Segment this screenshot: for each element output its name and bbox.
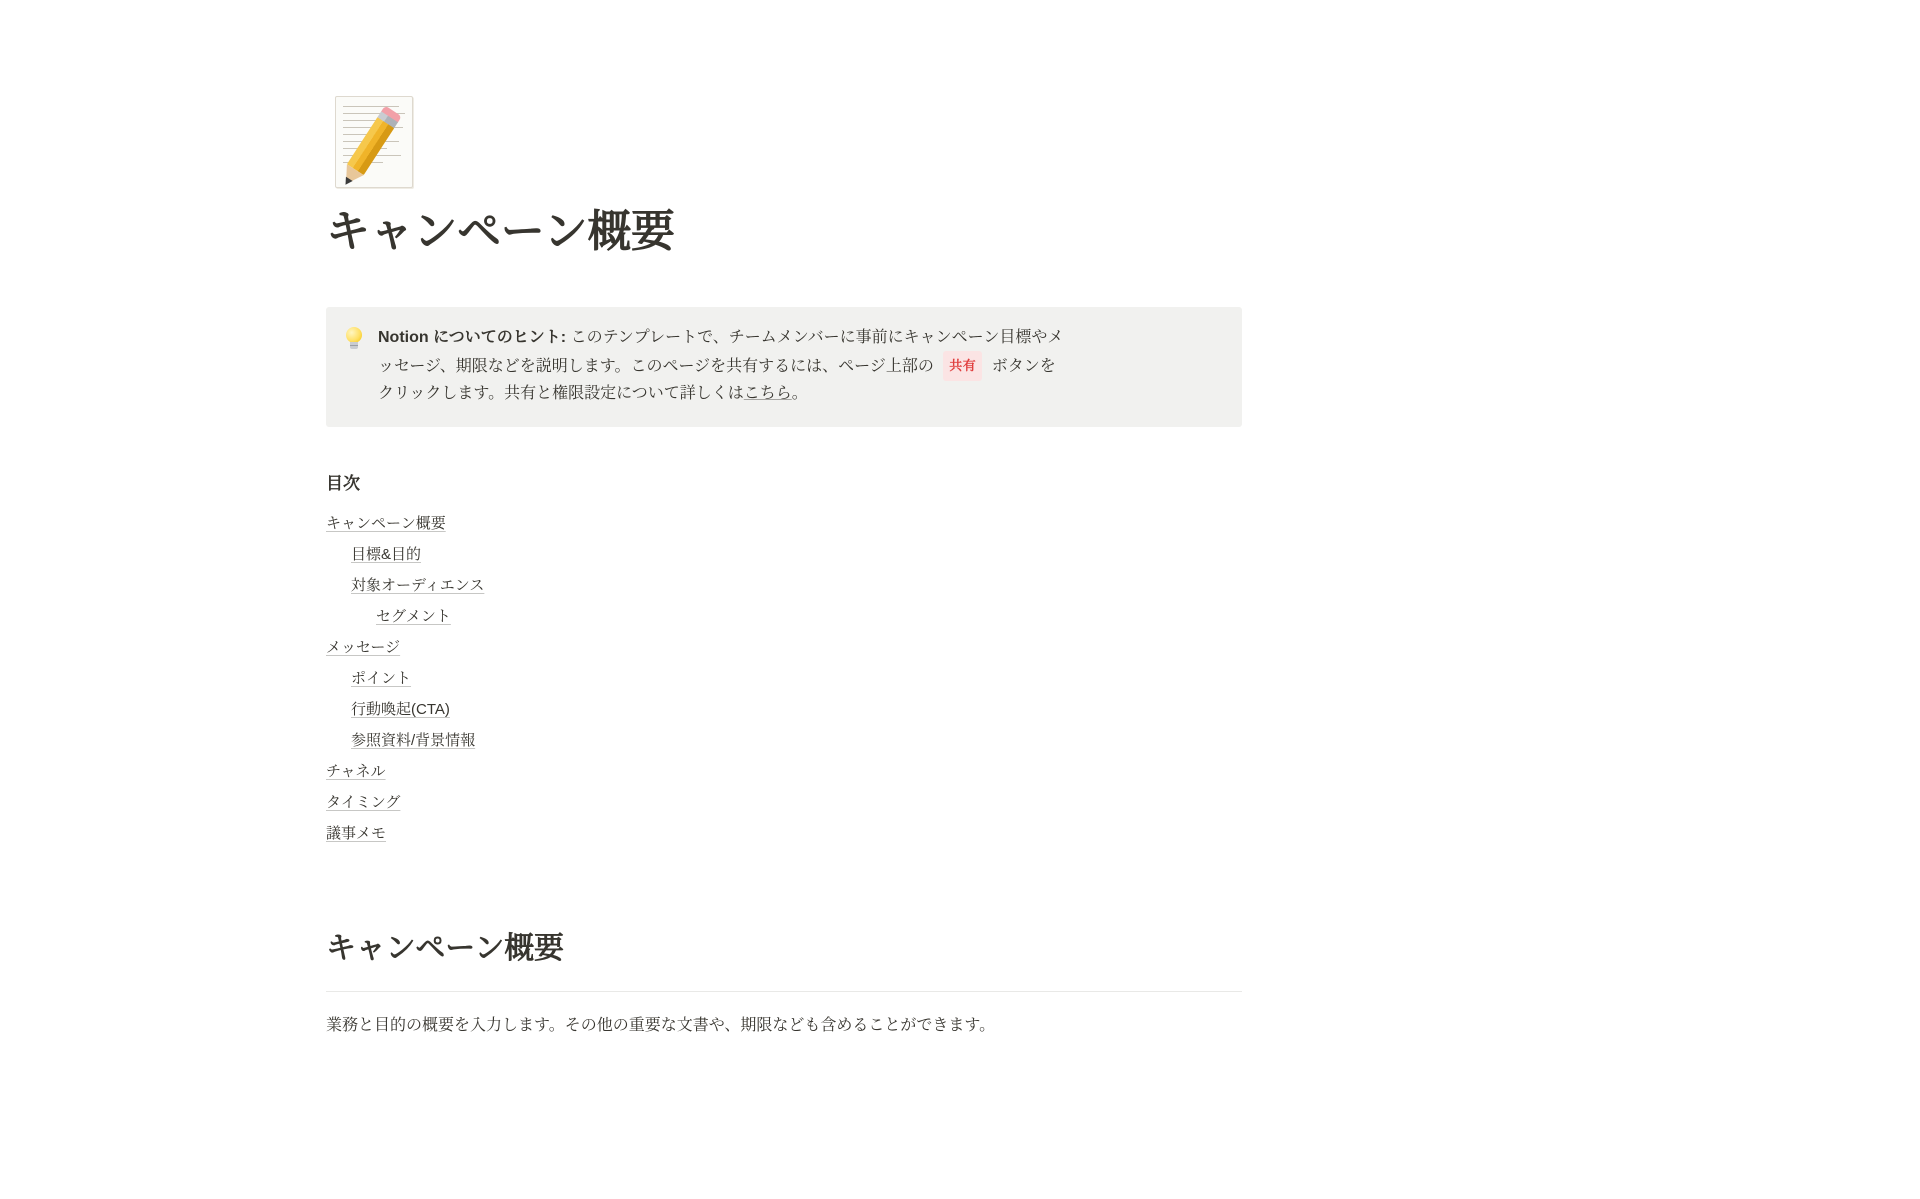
share-button-chip[interactable]: 共有 (943, 351, 982, 381)
callout-body-part1: このテンプレートで、チームメンバーに事前にキャンペーン目標やメッセージ、期限などを説明します。このページを共有するには、ページ上部の (378, 328, 1064, 375)
toc-item-meeting-notes[interactable] (326, 818, 1242, 849)
toc-item-segments[interactable] (326, 601, 1242, 632)
toc-item-target-audience[interactable] (326, 570, 1242, 601)
page-title[interactable]: キャンペーン概要 (326, 207, 675, 256)
toc-item-label: メッセージ (326, 638, 401, 656)
notion-tip-callout[interactable] (326, 307, 1242, 427)
toc-heading: 目次 (326, 473, 360, 493)
toc-item-campaign-overview[interactable] (326, 508, 1242, 539)
toc-item-label: キャンペーン概要 (326, 514, 446, 532)
toc-item-label: 目標&目的 (351, 545, 422, 563)
toc-item-messaging[interactable] (326, 632, 1242, 663)
toc-item-label: チャネル (326, 762, 386, 780)
page-content (326, 0, 1242, 1039)
toc-item-label: ポイント (351, 669, 412, 687)
toc-item-references[interactable] (326, 725, 1242, 756)
toc-item-label: 行動喚起(CTA) (351, 700, 450, 718)
callout-text (378, 325, 1068, 407)
toc-item-label: 議事メモ (326, 824, 387, 842)
toc-item-goals-objectives[interactable] (326, 539, 1242, 570)
learn-more-link[interactable]: こちら (743, 384, 792, 402)
callout-lead-strong: Notion についてのヒント: (378, 328, 567, 346)
toc-item-cta[interactable] (326, 694, 1242, 725)
toc-item-label: 対象オーディエンス (351, 576, 485, 594)
divider (326, 991, 1242, 992)
toc-item-label: セグメント (376, 607, 451, 625)
toc-item-label: 参照資料/背景情報 (351, 731, 476, 749)
toc-item-timing[interactable] (326, 787, 1242, 818)
section-body-text[interactable]: 業務と目的の概要を入力します。その他の重要な文書や、期限なども含めることができます。 (326, 1016, 996, 1034)
toc-item-points[interactable] (326, 663, 1242, 694)
toc-item-channels[interactable] (326, 756, 1242, 787)
table-of-contents (326, 508, 1242, 849)
light-bulb-icon (342, 325, 366, 407)
section-heading-campaign-overview[interactable]: キャンペーン概要 (326, 931, 564, 965)
memo-pencil-icon[interactable] (326, 88, 414, 192)
toc-item-label: タイミング (326, 793, 401, 811)
callout-body-part2: ボタンをクリックします。共有と権限設定について詳しくは (378, 357, 1056, 402)
callout-body-part3: 。 (791, 384, 808, 402)
